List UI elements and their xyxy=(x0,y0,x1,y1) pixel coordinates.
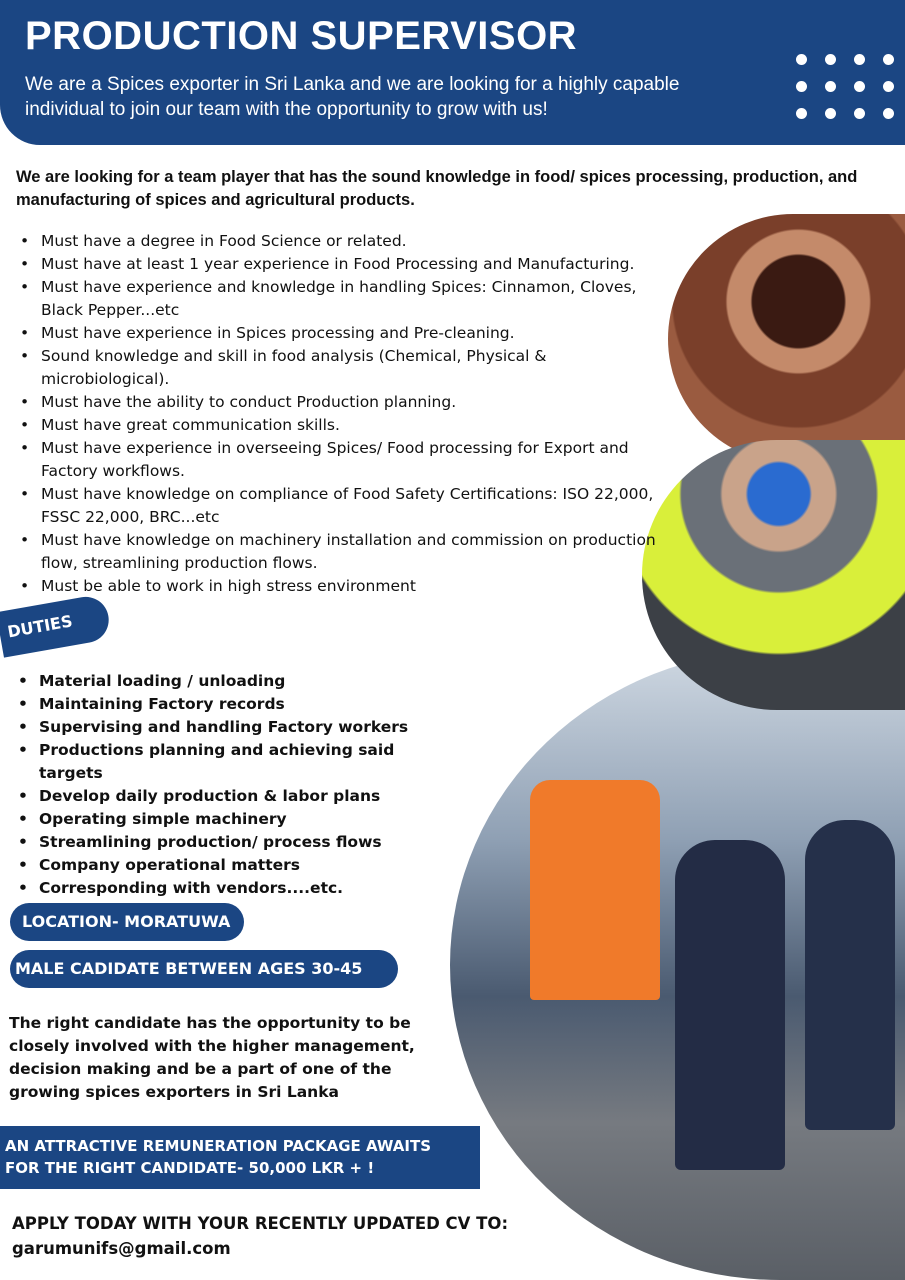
list-item: • Maintaining Factory records xyxy=(18,693,458,716)
list-item: • Productions planning and achieving said targets xyxy=(18,739,458,785)
worker-hardhat-photo xyxy=(642,440,905,710)
list-item: • Sound knowledge and skill in food analysis (Chemical, Physical & microbiological). xyxy=(20,345,670,391)
list-item: • Company operational matters xyxy=(18,854,458,877)
candidate-badge: MALE CADIDATE BETWEEN AGES 30-45 xyxy=(10,950,398,988)
header-subtitle: We are a Spices exporter in Sri Lanka and we are looking for a highly capable individual to join our team with the opportunity to grow with us! xyxy=(25,74,680,120)
list-item: • Must have great communication skills. xyxy=(20,414,670,437)
list-item: • Must have a degree in Food Science or related. xyxy=(20,230,670,253)
list-item: • Must have experience in Spices processing and Pre-cleaning. xyxy=(20,322,670,345)
intro-text: We are looking for a team player that has the sound knowledge in food/ spices processing, production, and manufacturing of spices and agricultural products. xyxy=(16,168,858,209)
duties-list xyxy=(18,670,458,900)
list-item: • Must have knowledge on machinery installation and commission on production flow, streamlining production flows. xyxy=(20,529,670,575)
apply-text: APPLY TODAY WITH YOUR RECENTLY UPDATED CV TO: xyxy=(12,1214,509,1233)
list-item: • Must have the ability to conduct Production planning. xyxy=(20,391,670,414)
apply-email[interactable]: garumunifs@gmail.com xyxy=(12,1239,231,1258)
header-banner xyxy=(0,0,905,145)
list-item: • Corresponding with vendors....etc. xyxy=(18,877,458,900)
dot-pattern xyxy=(796,54,895,119)
list-item: • Develop daily production & labor plans xyxy=(18,785,458,808)
apply-section xyxy=(12,1211,508,1261)
location-badge: LOCATION- MORATUWA xyxy=(10,903,244,941)
page-title: PRODUCTION SUPERVISOR xyxy=(25,14,578,58)
list-item: • Must have experience and knowledge in handling Spices: Cinnamon, Cloves, Black Pepper...etc xyxy=(20,276,670,322)
duties-heading: DUTIES xyxy=(0,593,112,657)
cloves-in-hand-photo xyxy=(668,214,905,464)
list-item: • Must have experience in overseeing Spices/ Food processing for Export and Factory workflows. xyxy=(20,437,670,483)
factory-team-photo xyxy=(450,650,905,1280)
list-item: • Must have at least 1 year experience in Food Processing and Manufacturing. xyxy=(20,253,670,276)
list-item: • Streamlining production/ process flows xyxy=(18,831,458,854)
requirements-list xyxy=(20,230,670,598)
list-item: • Must have knowledge on compliance of Food Safety Certifications: ISO 22,000, FSSC 22,000, BRC...etc xyxy=(20,483,670,529)
list-item: • Operating simple machinery xyxy=(18,808,458,831)
list-item: • Must be able to work in high stress environment xyxy=(20,575,670,598)
list-item: • Material loading / unloading xyxy=(18,670,458,693)
list-item: • Supervising and handling Factory workers xyxy=(18,716,458,739)
remuneration-banner: AN ATTRACTIVE REMUNERATION PACKAGE AWAITS FOR THE RIGHT CANDIDATE- 50,000 LKR + ! xyxy=(0,1126,480,1189)
closing-text: The right candidate has the opportunity to be closely involved with the higher management, decision making and be a part of one of the growing spices exporters in Sri Lanka xyxy=(9,1014,415,1101)
